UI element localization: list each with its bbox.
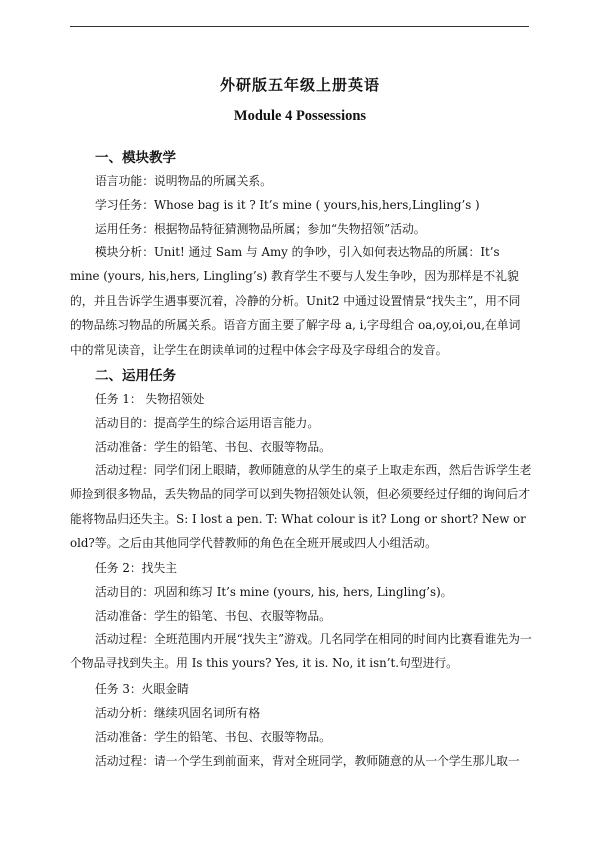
task2-process: 活动过程：全班范围内开展“找失主”游戏。几名同学在相同的时间内比赛看谁先为一个物品寻找到失主。用 Is this yours? Yes, it is. No, it isn’t.句型进行。 — [70, 632, 532, 671]
header-rule — [70, 26, 529, 27]
document-title: 外研版五年级上册英语 — [219, 76, 380, 94]
task1-purpose: 活动目的：提高学生的综合运用语言能力。 — [95, 416, 320, 430]
learning-task: 学习任务：Whose bag is it ? It’s mine ( yours,his,hers,Lingling’s ) — [95, 198, 480, 212]
task2-purpose: 活动目的：巩固和练习 It’s mine (yours, his, hers, Lingling’s)。 — [95, 585, 453, 599]
task3-prep: 活动准备：学生的铅笔、书包、衣服等物品。 — [95, 730, 331, 744]
task1-prep: 活动准备：学生的铅笔、书包、衣服等物品。 — [95, 440, 331, 454]
task2-name: 任务 2：找失主 — [95, 561, 178, 575]
task3-name: 任务 3：火眼金睛 — [95, 682, 189, 696]
task3-process: 活动过程：请一个学生到前面来，背对全班同学，教师随意的从一个学生那儿取一 — [95, 754, 520, 768]
module-analysis: 模块分析：Unit! 通过 Sam 与 Amy 的争吵，引入如何表达物品的所属：It’s mine (yours, his,hers, Lingling’s) 教育学生不要与人发生争吵，因为那样是不礼貌的，并且告诉学生遇事要沉着，冷静的分析。Unit2 中通过设置情景“找失主”，用不同的物品练习物品的所属关系。语音方面主要了解字母 a, i,字母组合 oa,oy,oi,ou,在单词中的常见读音，让学生在朗读单词的过程中体会字母及字母组合的发音。 — [70, 245, 521, 357]
module-subtitle: Module 4 Possessions — [233, 108, 367, 124]
task2-prep: 活动准备：学生的铅笔、书包、衣服等物品。 — [95, 609, 331, 623]
task1-process: 活动过程：同学们闭上眼睛，教师随意的从学生的桌子上取走东西，然后告诉学生老师捡到很多物品，丢失物品的同学可以到失物招领处认领，但必须要经过仔细的询问后才能将物品归还失主。S: I lost a pen. T: What colour is it? Long or short? New or old?等。之后由其他同学代替教师的角色在全班开展或四人小组活动。 — [70, 463, 532, 551]
task3-analysis: 活动分析：继续巩固名词所有格 — [95, 706, 261, 720]
task1-name: 任务 1： 失物招领处 — [95, 392, 205, 406]
applied-task: 运用任务：根据物品特征猜测物品所属；参加“失物招领”活动。 — [95, 222, 426, 236]
language-function: 语言功能：说明物品的所属关系。 — [95, 174, 272, 188]
section-heading-tasks: 二、运用任务 — [95, 368, 176, 384]
section-heading-teaching: 一、模块教学 — [95, 150, 176, 166]
